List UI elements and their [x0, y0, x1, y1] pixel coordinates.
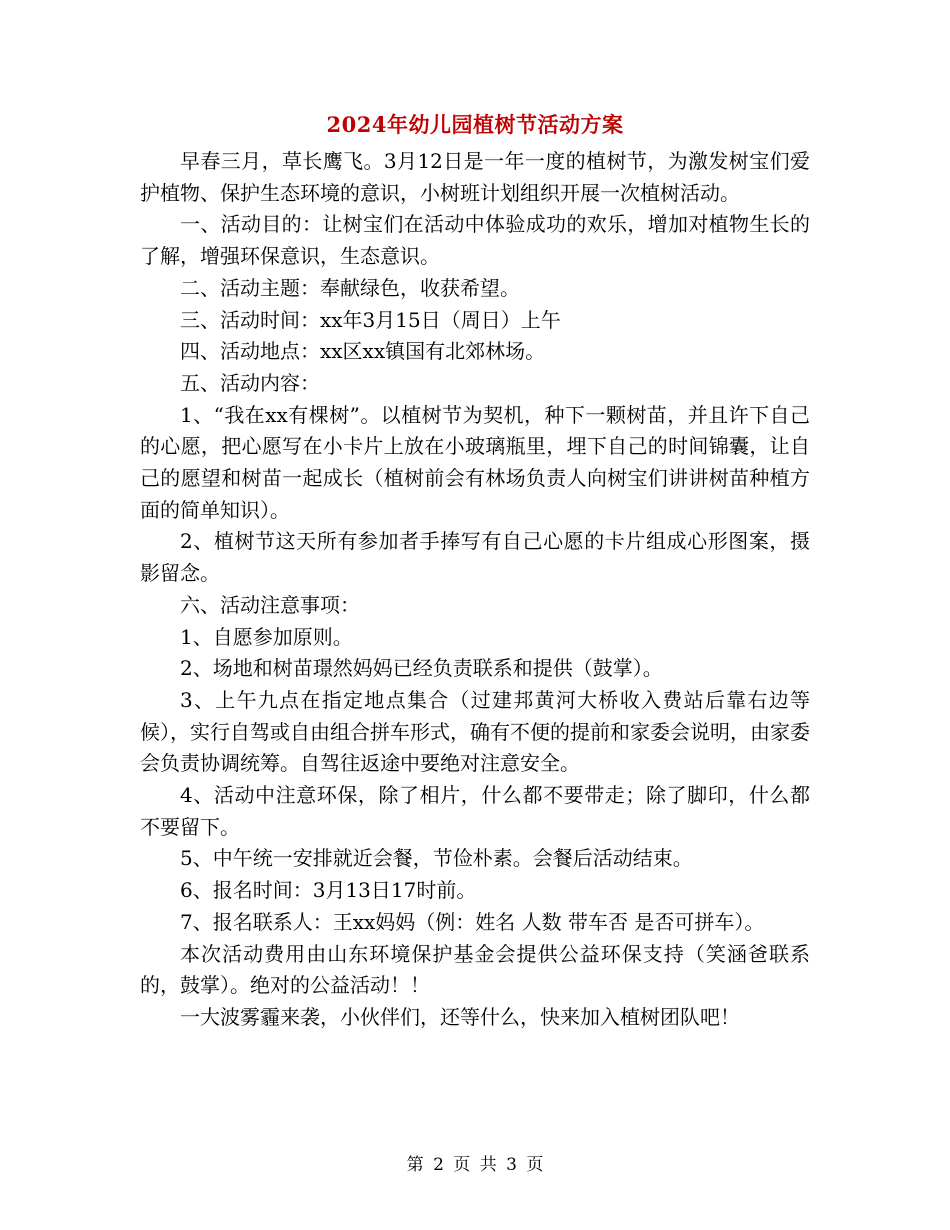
paragraph-closing: 一大波雾霾来袭，小伙伴们，还等什么，快来加入植树团队吧！ [180, 1004, 740, 1029]
paragraph-note-5: 5、中午统一安排就近会餐，节俭朴素。会餐后活动结束。 [180, 846, 693, 871]
paragraph-funding: 本次活动费用由山东环境保护基金会提供公益环保支持（笑涵爸联系的，鼓掌）。绝对的公益活动！！ [140, 941, 810, 998]
paragraph-theme: 二、活动主题：奉献绿色，收获希望。 [180, 275, 520, 300]
paragraph-content-heading: 五、活动内容： [180, 370, 320, 395]
page-number-footer: 第 2 页 共 3 页 [406, 1155, 544, 1175]
paragraph-note-1: 1、自愿参加原则。 [180, 624, 353, 649]
paragraph-time: 三、活动时间：xx年3月15日（周日）上午 [180, 307, 561, 332]
paragraph-note-3: 3、上午九点在指定地点集合（过建邦黄河大桥收入费站后靠右边等候），实行自驾或自由组合拼车形式，确有不便的提前和家委会说明，由家委会负责协调统筹。自驾往返途中要绝对注意安全。 [140, 687, 810, 776]
paragraph-purpose: 一、活动目的：让树宝们在活动中体验成功的欢乐，增加对植物生长的了解，增强环保意识，生态意识。 [140, 212, 810, 269]
paragraph-content-1: 1、“我在xx有棵树”。以植树节为契机，种下一颗树苗，并且许下自己的心愿，把心愿写在小卡片上放在小玻璃瓶里，埋下自己的时间锦囊，让自己的愿望和树苗一起成长（植树前会有林场负责人向树宝们讲讲树苗种植方面的简单知识）。 [140, 402, 810, 522]
document-body [140, 146, 810, 1034]
paragraph-note-4: 4、活动中注意环保，除了相片，什么都不要带走；除了脚印，什么都不要留下。 [140, 783, 810, 839]
paragraph-location: 四、活动地点：xx区xx镇国有北郊林场。 [180, 339, 546, 364]
paragraph-content-2: 2、植树节这天所有参加者手捧写有自己心愿的卡片组成心形图案，摄影留念。 [140, 529, 810, 586]
paragraph-note-7: 7、报名联系人：王xx妈妈（例：姓名 人数 带车否 是否可拼车）。 [180, 909, 765, 934]
paragraph-notes-heading: 六、活动注意事项： [180, 592, 360, 617]
document-title: 2024年幼儿园植树节活动方案 [326, 112, 624, 137]
paragraph-note-2: 2、场地和树苗璟然妈妈已经负责联系和提供（鼓掌）。 [180, 656, 663, 681]
paragraph-intro: 早春三月，草长鹰飞。3月12日是一年一度的植树节，为激发树宝们爱护植物、保护生态环境的意识，小树班计划组织开展一次植树活动。 [140, 149, 810, 205]
paragraph-note-6: 6、报名时间：3月13日17时前。 [180, 878, 477, 903]
